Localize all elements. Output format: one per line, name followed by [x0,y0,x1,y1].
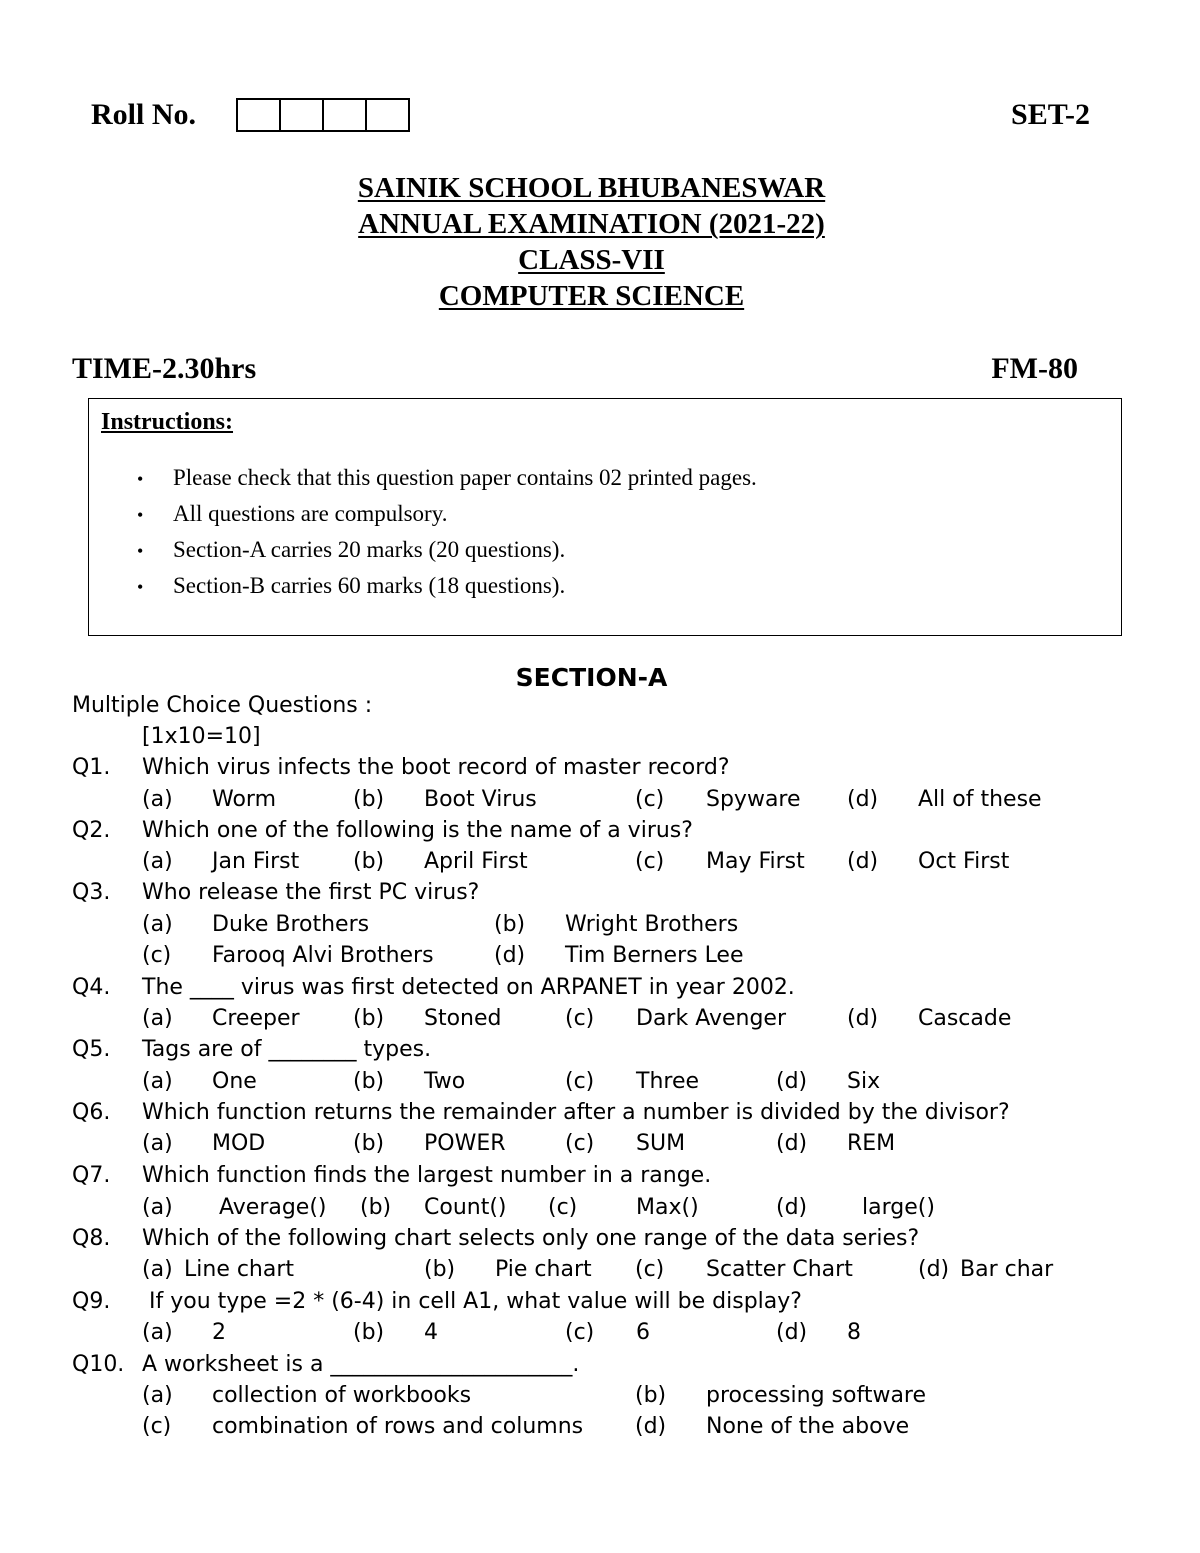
question-row [0,1037,1200,1068]
question-number: Q1. [72,755,111,780]
bullet-icon: • [137,505,144,525]
question-number: Q9. [72,1289,111,1314]
question-row [0,1226,1200,1257]
option-text: Max() [636,1195,699,1220]
question-number: Q8. [72,1226,111,1251]
option-label: (d) [776,1320,808,1345]
option-text: Count() [424,1195,507,1220]
question-text: If you type =2 * (6-4) in cell A1, what value will be display? [142,1289,802,1314]
option-label: (c) [635,787,665,812]
question-text: Which function returns the remainder after a number is divided by the divisor? [142,1100,1010,1125]
option-label: (d) [918,1257,950,1282]
option-label: (d) [776,1069,808,1094]
option-text: 4 [424,1320,438,1345]
question-row [0,880,1200,911]
option-text: 6 [636,1320,650,1345]
options-row [0,943,1200,974]
option-label: (c) [565,1131,595,1156]
instruction-text: Section-A carries 20 marks (20 questions). [173,537,566,562]
option-text: Line chart [184,1257,295,1282]
option-label: (a) [142,912,173,937]
question-row [0,975,1200,1006]
option-label: (a) [142,849,173,874]
option-label: (c) [635,1257,665,1282]
question-row [0,755,1200,786]
instructions-box [88,398,1122,636]
school-name: SAINIK SCHOOL BHUBANESWAR [357,172,826,204]
option-text: large() [862,1195,935,1220]
option-label: (b) [353,1069,385,1094]
option-label: (a) [142,1257,173,1282]
option-text: Spyware [706,787,801,812]
option-label: (d) [847,849,879,874]
option-label: (a) [142,1006,173,1031]
option-text: REM [847,1131,896,1156]
option-label: (a) [142,1195,173,1220]
instruction-text: Section-B carries 60 marks (18 questions). [173,573,566,598]
instruction-text: Please check that this question paper contains 02 printed pages. [173,465,757,490]
exam-title: ANNUAL EXAMINATION (2021-22) [358,208,825,240]
mcq-heading: Multiple Choice Questions : [72,693,373,718]
option-text: combination of rows and columns [212,1414,584,1439]
question-number: Q10. [72,1352,125,1377]
option-text: POWER [424,1131,506,1156]
option-label: (a) [142,1320,173,1345]
option-text: Wright Brothers [565,912,739,937]
bullet-icon: • [137,541,144,561]
set-label: SET-2 [1011,98,1090,131]
option-label: (c) [565,1069,595,1094]
option-label: (b) [353,849,385,874]
option-text: Bar char [960,1257,1054,1282]
option-text: collection of workbooks [212,1383,472,1408]
roll-number-boxes[interactable] [236,98,410,132]
option-text: SUM [636,1131,686,1156]
question-row [0,818,1200,849]
option-label: (c) [565,1006,595,1031]
option-label: (a) [142,1383,173,1408]
marks-distribution: [1x10=10] [142,724,261,749]
question-number: Q2. [72,818,111,843]
option-text: None of the above [706,1414,910,1439]
option-label: (b) [360,1195,392,1220]
option-label: (b) [494,912,526,937]
bullet-icon: • [137,469,144,489]
options-row [0,1414,1200,1445]
option-label: (b) [635,1383,667,1408]
roll-number-label: Roll No. [91,98,196,131]
option-text: Farooq Alvi Brothers [212,943,434,968]
option-text: Cascade [918,1006,1012,1031]
options-row [0,1131,1200,1162]
option-text: Six [847,1069,881,1094]
option-label: (b) [353,1006,385,1031]
bullet-icon: • [137,577,144,597]
options-row [0,912,1200,943]
option-text: 8 [847,1320,861,1345]
option-label: (d) [776,1195,808,1220]
option-label: (d) [635,1414,667,1439]
question-row [0,1100,1200,1131]
option-label: (a) [142,787,173,812]
question-row [0,1289,1200,1320]
question-text: Which of the following chart selects only one range of the data series? [142,1226,920,1251]
options-row [0,1383,1200,1414]
roll-number-box[interactable] [365,98,410,132]
option-text: All of these [918,787,1042,812]
option-text: One [212,1069,257,1094]
instruction-item [137,501,447,527]
option-label: (c) [142,943,172,968]
roll-number-box[interactable] [279,98,322,132]
options-row [0,1320,1200,1351]
option-label: (c) [142,1414,172,1439]
full-marks-label: FM-80 [991,352,1078,385]
option-text: Stoned [424,1006,502,1031]
option-label: (d) [847,1006,879,1031]
option-label: (d) [847,787,879,812]
roll-number-box[interactable] [236,98,279,132]
question-number: Q5. [72,1037,111,1062]
time-label: TIME-2.30hrs [72,352,257,385]
option-label: (b) [424,1257,456,1282]
option-text: Dark Avenger [636,1006,787,1031]
options-row [0,787,1200,818]
option-text: April First [424,849,528,874]
question-text: The ____ virus was first detected on ARPANET in year 2002. [142,975,795,1000]
question-number: Q6. [72,1100,111,1125]
option-label: (b) [353,1131,385,1156]
question-row [0,1163,1200,1194]
instruction-text: All questions are compulsory. [173,501,448,526]
instruction-item [137,573,565,599]
option-label: (b) [353,1320,385,1345]
question-text: Tags are of ________ types. [142,1037,432,1062]
option-text: Jan First [212,849,300,874]
instructions-title: Instructions: [101,409,234,435]
question-text: Which function finds the largest number in a range. [142,1163,712,1188]
option-label: (d) [776,1131,808,1156]
option-text: Three [636,1069,700,1094]
section-a-title: SECTION-A [515,663,668,692]
option-label: (b) [353,787,385,812]
option-label: (a) [142,1131,173,1156]
options-row [0,1006,1200,1037]
options-row [0,1069,1200,1100]
option-text: Duke Brothers [212,912,370,937]
option-text: Tim Berners Lee [565,943,744,968]
option-text: MOD [212,1131,266,1156]
option-text: Pie chart [495,1257,592,1282]
question-text: Who release the first PC virus? [142,880,480,905]
question-text: A worksheet is a ______________________. [142,1352,580,1377]
option-text: May First [706,849,805,874]
instruction-item [137,465,757,491]
option-label: (c) [548,1195,578,1220]
question-row [0,1352,1200,1383]
option-text: Scatter Chart [706,1257,853,1282]
option-text: 2 [212,1320,226,1345]
option-label: (c) [635,849,665,874]
roll-number-box[interactable] [322,98,365,132]
question-number: Q3. [72,880,111,905]
option-text: Creeper [212,1006,300,1031]
question-text: Which virus infects the boot record of master record? [142,755,730,780]
option-text: Oct First [918,849,1010,874]
option-label: (a) [142,1069,173,1094]
option-text: Two [424,1069,466,1094]
option-label: (c) [565,1320,595,1345]
options-row [0,1257,1200,1288]
question-text: Which one of the following is the name of a virus? [142,818,693,843]
option-text: Boot Virus [424,787,537,812]
option-text: Worm [212,787,277,812]
option-text: Average() [219,1195,327,1220]
instruction-item [137,537,565,563]
option-text: processing software [706,1383,927,1408]
class-title: CLASS-VII [518,244,665,276]
options-row [0,849,1200,880]
subject-title: COMPUTER SCIENCE [438,280,745,312]
options-row [0,1195,1200,1226]
question-number: Q7. [72,1163,111,1188]
question-number: Q4. [72,975,111,1000]
option-label: (d) [494,943,526,968]
